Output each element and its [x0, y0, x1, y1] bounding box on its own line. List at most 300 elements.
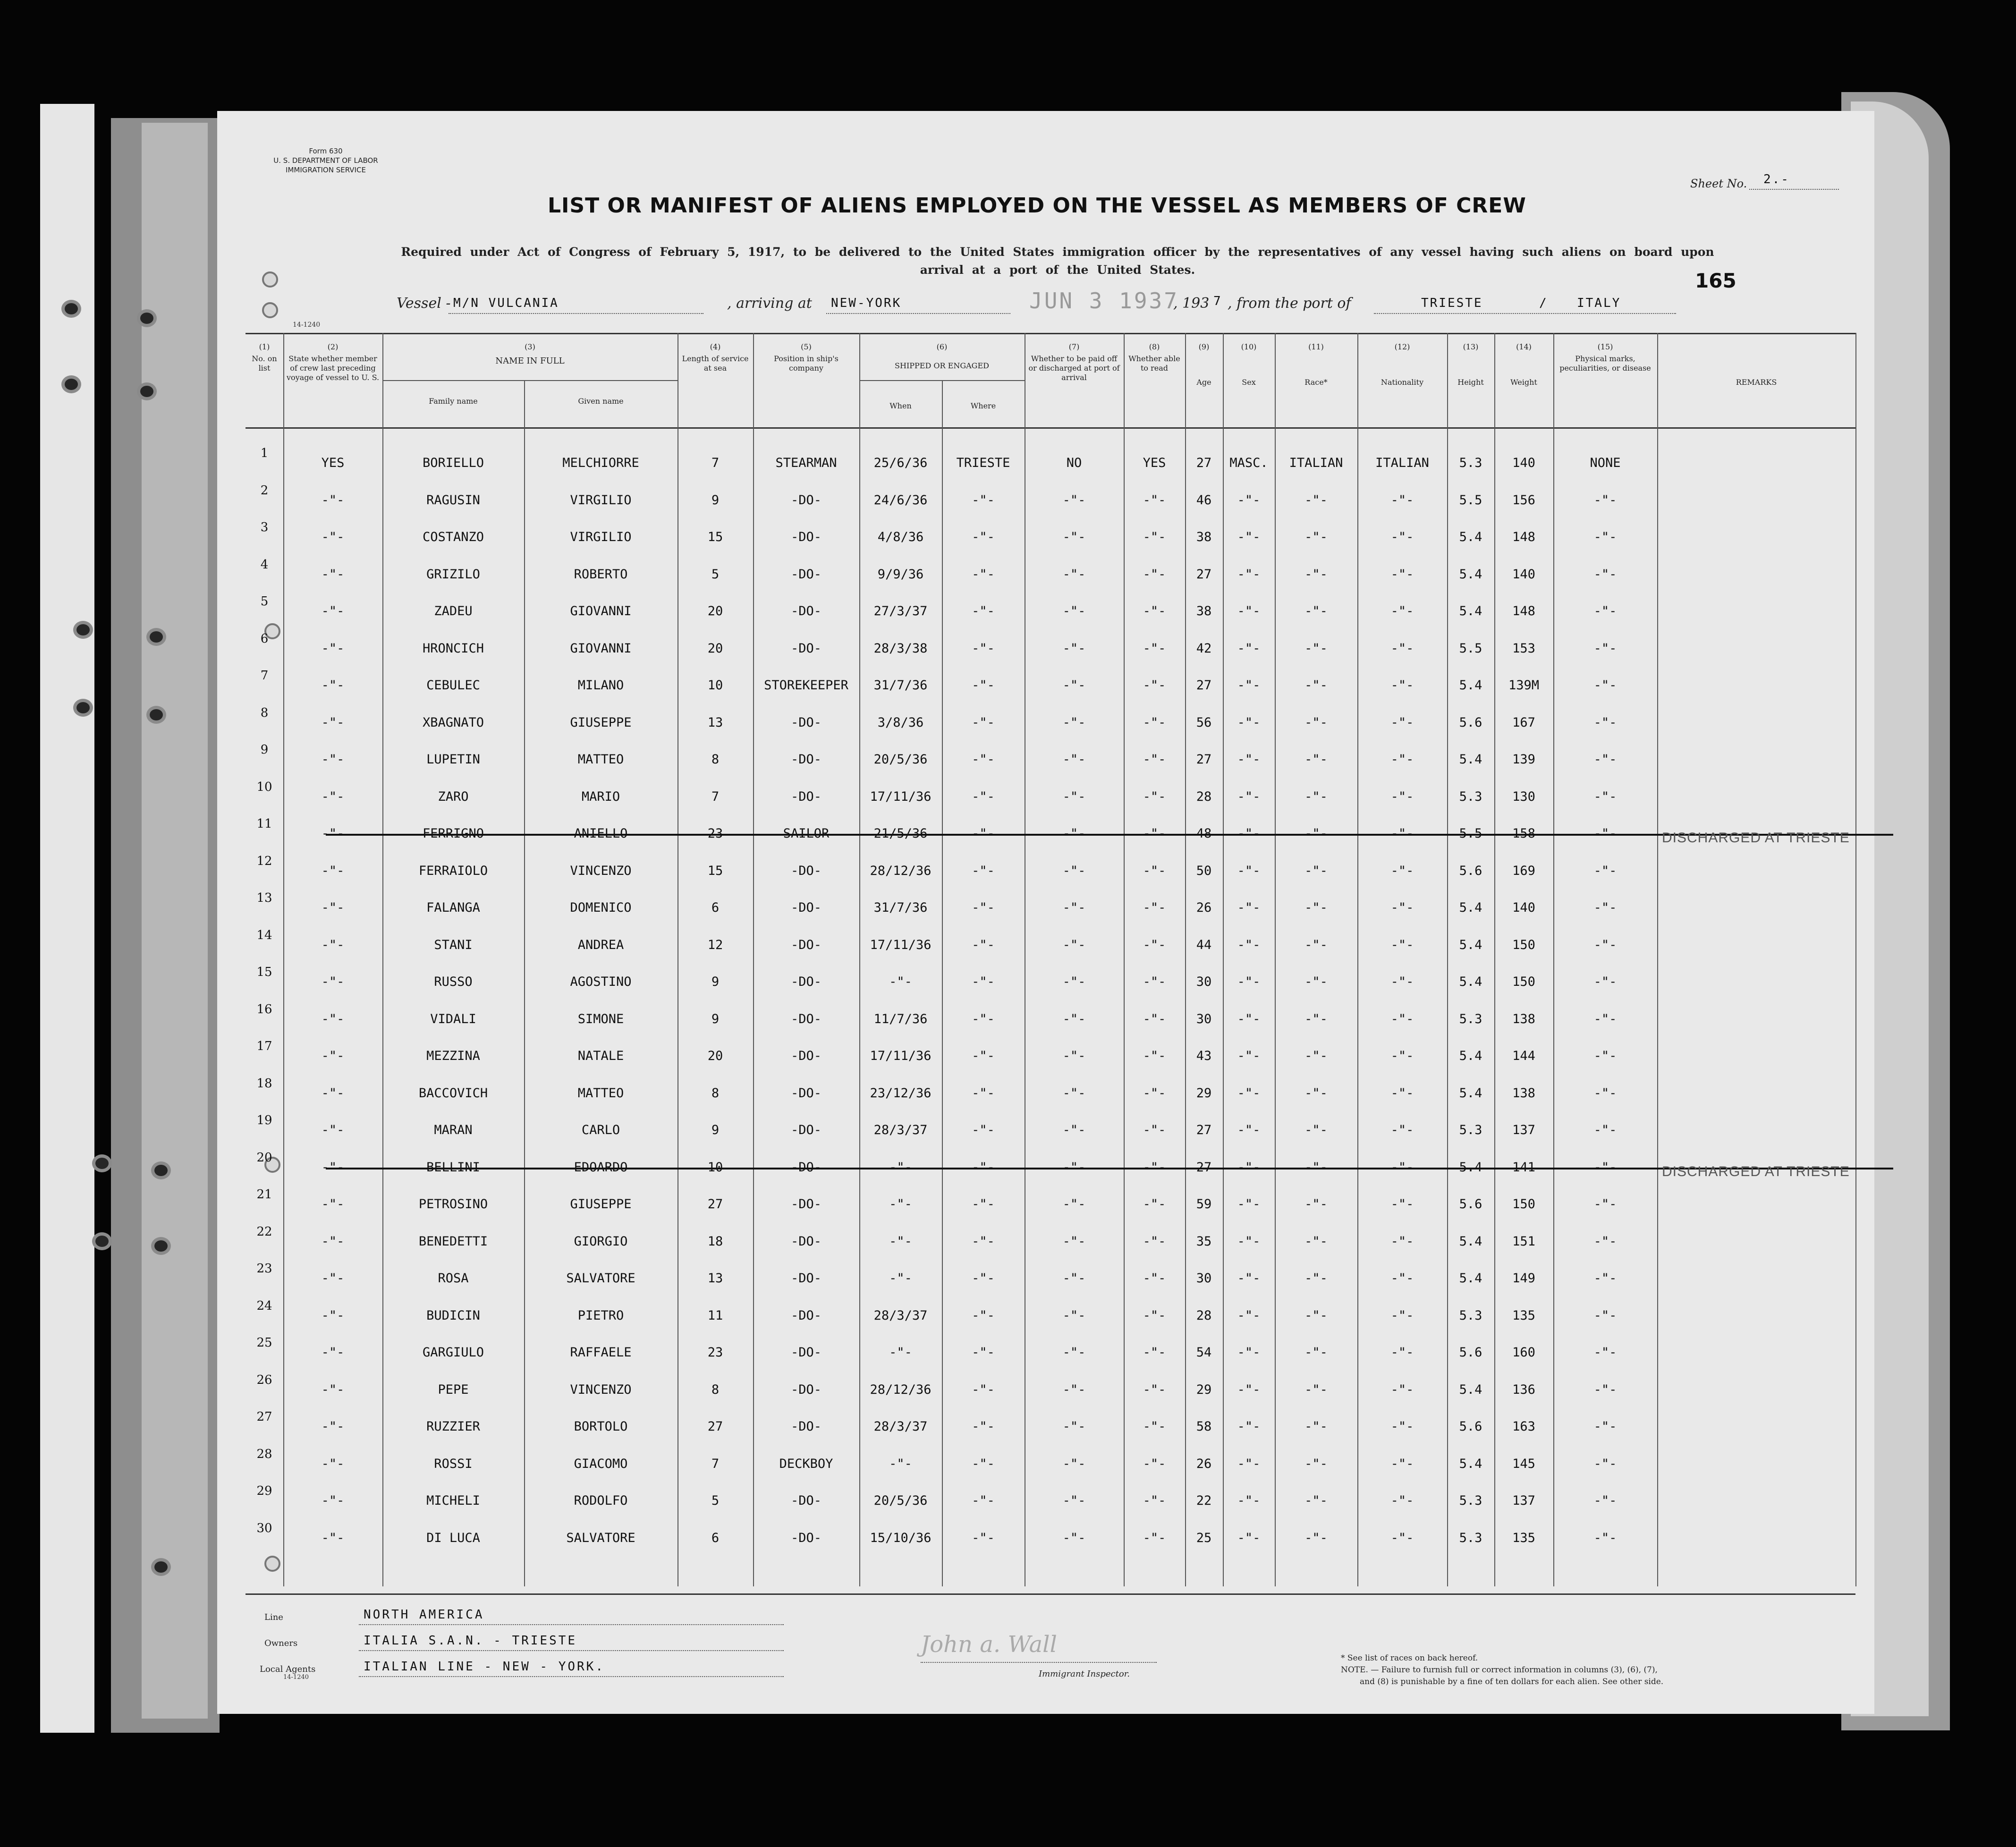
cell-race: -"-	[1304, 937, 1328, 952]
cell-position: -DO-	[790, 1197, 822, 1212]
cell-service: 15	[707, 530, 723, 544]
cell-when: 31/7/36	[873, 900, 928, 915]
punch-hole-icon	[262, 302, 278, 318]
col6b-header: Where	[970, 401, 996, 410]
cell-given: RODOLFO	[574, 1493, 628, 1508]
cell-race: -"-	[1304, 492, 1328, 508]
cell-service: 13	[707, 715, 723, 730]
cell-weight: 167	[1512, 715, 1535, 730]
cell-read: -"-	[1143, 678, 1166, 693]
vessel-name: M/N VULCANIA	[453, 296, 559, 310]
cell-weight: 153	[1512, 641, 1535, 656]
cell-when: 28/3/37	[873, 1308, 928, 1323]
cell-paid: -"-	[1062, 1011, 1086, 1026]
cell-service: 20	[707, 1049, 723, 1063]
cell-where: -"-	[972, 1456, 995, 1471]
cell-given: ANIELLO	[574, 826, 628, 841]
cell-when: 28/3/37	[873, 1123, 928, 1137]
cell-age: 25	[1196, 1530, 1212, 1545]
cell-when: 4/8/36	[877, 530, 924, 544]
cell-race: -"-	[1304, 752, 1328, 767]
cell-read: -"-	[1143, 1419, 1166, 1434]
col12-number: (12)	[1394, 342, 1410, 351]
cell-age: 59	[1196, 1197, 1212, 1212]
cell-marks: -"-	[1593, 567, 1617, 582]
cell-position: -DO-	[790, 1382, 822, 1397]
cell-paid: -"-	[1062, 1123, 1086, 1137]
cell-nat: -"-	[1390, 641, 1414, 656]
row-number: 11	[256, 817, 272, 831]
column-divider	[1855, 333, 1856, 1586]
inspector-label: Immigrant Inspector.	[1039, 1669, 1130, 1679]
year-value: 7	[1213, 294, 1222, 308]
cell-when: 9/9/36	[877, 567, 924, 582]
cell-paid: -"-	[1062, 1308, 1086, 1323]
row-number: 14	[256, 928, 272, 942]
cell-sex: -"-	[1237, 492, 1261, 508]
cell-paid: -"-	[1062, 789, 1086, 804]
cell-family: GRIZILO	[426, 567, 480, 582]
row-number: 28	[256, 1447, 272, 1461]
cell-family: GARGIULO	[422, 1345, 484, 1360]
cell-race: -"-	[1304, 1049, 1328, 1063]
cell-service: 23	[707, 826, 723, 841]
cell-sex: -"-	[1237, 1271, 1261, 1286]
cell-sex: -"-	[1237, 900, 1261, 915]
cell-paid: -"-	[1062, 1160, 1086, 1175]
from-label: , from the port of	[1228, 295, 1351, 312]
cell-height: 5.4	[1459, 1085, 1482, 1101]
col15-header: Physical marks, peculiarities, or disease	[1559, 354, 1651, 373]
cell-family: PEPE	[438, 1382, 469, 1397]
cell-family: BACCOVICH	[418, 1085, 488, 1101]
cell-read: -"-	[1143, 937, 1166, 952]
cell-weight: 137	[1512, 1493, 1535, 1508]
cell-when: 17/11/36	[870, 937, 932, 952]
cell-read: -"-	[1143, 567, 1166, 582]
binder-hole-icon	[92, 1154, 112, 1172]
cell-position: -DO-	[790, 1271, 822, 1286]
cell-height: 5.6	[1459, 863, 1482, 878]
cell-service: 10	[707, 678, 723, 693]
cell-weight: 144	[1512, 1049, 1535, 1063]
cell-read: -"-	[1143, 715, 1166, 730]
cell-family: MICHELI	[426, 1493, 480, 1508]
cell-where: -"-	[972, 1493, 995, 1508]
cell-when: 31/7/36	[873, 678, 928, 693]
arriving-port: NEW-YORK	[831, 296, 902, 310]
page-subtitle	[326, 243, 1789, 279]
line-value: NORTH AMERICA	[364, 1608, 484, 1622]
cell-position: -DO-	[790, 752, 822, 767]
cell-paid: -"-	[1062, 492, 1086, 508]
col14-header: Weight	[1510, 378, 1537, 387]
cell-read: -"-	[1143, 1234, 1166, 1249]
cell-read: -"-	[1143, 1049, 1166, 1063]
cell-sex: -"-	[1237, 641, 1261, 656]
col3-header: NAME IN FULL	[495, 356, 565, 366]
cell-nat: -"-	[1390, 1123, 1414, 1137]
cell-given: VIRGILIO	[570, 492, 632, 508]
cell-where: -"-	[972, 1419, 995, 1434]
cell-height: 5.5	[1459, 492, 1482, 508]
cell-prev: -"-	[321, 1197, 345, 1212]
service: IMMIGRATION SERVICE	[286, 166, 366, 174]
cell-service: 12	[707, 937, 723, 952]
cell-paid: -"-	[1062, 1419, 1086, 1434]
cell-read: -"-	[1143, 752, 1166, 767]
cell-where: -"-	[972, 715, 995, 730]
cell-given: SALVATORE	[566, 1271, 635, 1286]
cell-prev: -"-	[321, 1049, 345, 1063]
cell-given: ANDREA	[577, 937, 624, 952]
cell-service: 6	[711, 900, 720, 915]
cell-race: ITALIAN	[1289, 456, 1343, 470]
cell-given: EDOARDO	[574, 1160, 628, 1175]
cell-service: 20	[707, 604, 723, 618]
cell-marks: -"-	[1593, 1123, 1617, 1137]
binder-hole-icon	[61, 300, 81, 318]
cell-service: 13	[707, 1271, 723, 1286]
cell-prev: -"-	[321, 1530, 345, 1545]
cell-service: 6	[711, 1530, 720, 1545]
cell-age: 22	[1196, 1493, 1212, 1508]
cell-position: -DO-	[790, 937, 822, 952]
binder-hole-icon	[146, 706, 166, 724]
year-label: , 193	[1173, 295, 1210, 312]
cell-read: -"-	[1143, 826, 1166, 841]
cell-position: -DO-	[790, 530, 822, 544]
cell-paid: NO	[1066, 456, 1082, 470]
cell-nat: -"-	[1390, 937, 1414, 952]
cell-prev: -"-	[321, 752, 345, 767]
col10-header: Sex	[1242, 378, 1256, 387]
cell-paid: -"-	[1062, 1197, 1086, 1212]
cell-given: MARIO	[581, 789, 620, 804]
row-number: 29	[256, 1484, 272, 1498]
cell-where: -"-	[972, 567, 995, 582]
cell-marks: -"-	[1593, 1011, 1617, 1026]
cell-when: 20/5/36	[873, 1493, 928, 1508]
footer-stock-number: 14-1240	[283, 1674, 309, 1681]
cell-position: -DO-	[790, 1049, 822, 1063]
cell-given: VIRGILIO	[570, 530, 632, 544]
cell-service: 8	[711, 1382, 720, 1397]
cell-paid: -"-	[1062, 974, 1086, 989]
cell-marks: -"-	[1593, 974, 1617, 989]
cell-sex: -"-	[1237, 752, 1261, 767]
cell-marks: -"-	[1593, 937, 1617, 952]
cell-weight: 148	[1512, 604, 1535, 618]
cell-prev: -"-	[321, 1011, 345, 1026]
cell-paid: -"-	[1062, 900, 1086, 915]
row-number: 6	[260, 631, 269, 646]
cell-marks: -"-	[1593, 678, 1617, 693]
cell-weight: 138	[1512, 1085, 1535, 1101]
punch-hole-icon	[262, 271, 278, 288]
col12-header: Nationality	[1381, 378, 1424, 387]
cell-family: STANI	[434, 937, 473, 952]
cell-where: -"-	[972, 678, 995, 693]
cell-marks: -"-	[1593, 604, 1617, 618]
cell-race: -"-	[1304, 1271, 1328, 1286]
cell-position: SAILOR	[783, 826, 830, 841]
cell-nat: -"-	[1390, 530, 1414, 544]
cell-race: -"-	[1304, 715, 1328, 730]
cell-nat: -"-	[1390, 1308, 1414, 1323]
strike-through-line	[326, 834, 1893, 836]
cell-service: 7	[711, 789, 720, 804]
cell-prev: -"-	[321, 492, 345, 508]
cell-height: 5.3	[1459, 1308, 1482, 1323]
binder-hole-icon	[151, 1161, 171, 1179]
cell-weight: 150	[1512, 974, 1535, 989]
cell-prev: -"-	[321, 974, 345, 989]
cell-marks: NONE	[1590, 456, 1621, 470]
binder-hole-icon	[73, 621, 93, 639]
vessel-underline	[449, 313, 703, 314]
cell-where: -"-	[972, 1085, 995, 1101]
binder-hole-icon	[151, 1558, 171, 1576]
cell-paid: -"-	[1062, 937, 1086, 952]
cell-age: 30	[1196, 974, 1212, 989]
cell-paid: -"-	[1062, 678, 1086, 693]
cell-height: 5.4	[1459, 604, 1482, 618]
remark-text: DISCHARGED AT TRIESTE	[1662, 1163, 1850, 1179]
cell-nat: -"-	[1390, 789, 1414, 804]
col2-number: (2)	[327, 342, 339, 351]
cell-height: 5.3	[1459, 1011, 1482, 1026]
inspector-signature: John a. Wall	[921, 1631, 1057, 1658]
cell-position: -DO-	[790, 1530, 822, 1545]
department: U. S. DEPARTMENT OF LABOR	[273, 156, 378, 165]
row-number: 10	[256, 779, 272, 794]
cell-race: -"-	[1304, 1345, 1328, 1360]
cell-paid: -"-	[1062, 826, 1086, 841]
cell-age: 58	[1196, 1419, 1212, 1434]
cell-sex: -"-	[1237, 567, 1261, 582]
cell-given: AGOSTINO	[570, 974, 632, 989]
cell-service: 10	[707, 1160, 723, 1175]
row-number: 4	[260, 557, 269, 572]
cell-age: 28	[1196, 1308, 1212, 1323]
cell-family: DI LUCA	[426, 1530, 480, 1545]
cell-age: 27	[1196, 567, 1212, 582]
cell-height: 5.6	[1459, 1345, 1482, 1360]
cell-paid: -"-	[1062, 863, 1086, 878]
row-number: 8	[260, 705, 269, 720]
cell-age: 38	[1196, 530, 1212, 544]
cell-position: -DO-	[790, 900, 822, 915]
cell-position: DECKBOY	[779, 1456, 833, 1471]
cell-where: -"-	[972, 1530, 995, 1545]
cell-race: -"-	[1304, 1123, 1328, 1137]
cell-when: 23/12/36	[870, 1085, 932, 1101]
cell-sex: -"-	[1237, 678, 1261, 693]
row-number: 25	[256, 1336, 272, 1350]
agents-label: Local Agents	[260, 1664, 316, 1674]
cell-position: -DO-	[790, 641, 822, 656]
cell-marks: -"-	[1593, 1419, 1617, 1434]
cell-nat: -"-	[1390, 715, 1414, 730]
cell-weight: 149	[1512, 1271, 1535, 1286]
cell-nat: -"-	[1390, 1160, 1414, 1175]
binder-hole-icon	[146, 628, 166, 646]
cell-weight: 140	[1512, 456, 1535, 470]
cell-race: -"-	[1304, 1456, 1328, 1471]
binder-hole-icon	[61, 375, 81, 393]
name-subheader-line	[382, 380, 678, 381]
cell-read: -"-	[1143, 492, 1166, 508]
col13-header: Height	[1457, 378, 1484, 387]
cell-family: VIDALI	[430, 1011, 476, 1026]
cell-prev: -"-	[321, 1160, 345, 1175]
cell-age: 46	[1196, 492, 1212, 508]
cell-family: ROSSI	[434, 1456, 473, 1471]
cell-where: -"-	[972, 1011, 995, 1026]
cell-where: -"-	[972, 1160, 995, 1175]
cell-when: -"-	[889, 974, 912, 989]
sheet-underline	[1749, 189, 1839, 190]
cell-nat: -"-	[1390, 1382, 1414, 1397]
from-underline	[1374, 313, 1676, 314]
cell-family: ROSA	[438, 1271, 469, 1286]
agents-value: ITALIAN LINE - NEW - YORK.	[364, 1660, 605, 1674]
cell-paid: -"-	[1062, 1456, 1086, 1471]
col7-number: (7)	[1068, 342, 1080, 351]
cell-family: BENEDETTI	[418, 1234, 488, 1249]
col11-number: (11)	[1308, 342, 1324, 351]
cell-given: VINCENZO	[570, 1382, 632, 1397]
cell-weight: 156	[1512, 492, 1535, 508]
cell-prev: -"-	[321, 1493, 345, 1508]
cell-age: 38	[1196, 604, 1212, 618]
cell-age: 54	[1196, 1345, 1212, 1360]
cell-read: -"-	[1143, 974, 1166, 989]
cell-marks: -"-	[1593, 1234, 1617, 1249]
cell-given: GIORGIO	[574, 1234, 628, 1249]
cell-given: NATALE	[577, 1049, 624, 1063]
cell-prev: -"-	[321, 1308, 345, 1323]
cell-marks: -"-	[1593, 826, 1617, 841]
col2-header: State whether member of crew last preceding voyage of vessel to U. S.	[286, 354, 380, 382]
cell-service: 27	[707, 1197, 723, 1212]
strike-through-line	[326, 1168, 1893, 1169]
cell-height: 5.5	[1459, 641, 1482, 656]
cell-read: -"-	[1143, 1308, 1166, 1323]
cell-nat: -"-	[1390, 1049, 1414, 1063]
binder-edge	[40, 104, 94, 1733]
cell-age: 30	[1196, 1011, 1212, 1026]
cell-read: -"-	[1143, 1456, 1166, 1471]
cell-paid: -"-	[1062, 715, 1086, 730]
cell-weight: 169	[1512, 863, 1535, 878]
cell-height: 5.4	[1459, 1234, 1482, 1249]
binder-hole-icon	[137, 309, 157, 327]
col3a-header: Family name	[429, 397, 478, 406]
cell-marks: -"-	[1593, 1382, 1617, 1397]
cell-service: 7	[711, 456, 720, 470]
cell-race: -"-	[1304, 974, 1328, 989]
cell-nat: -"-	[1390, 604, 1414, 618]
cell-height: 5.4	[1459, 678, 1482, 693]
subtitle-line-1: Required under Act of Congress of February 5, 1917, to be delivered to the United States immigration officer by the representatives of any vessel having such aliens on board upon	[401, 245, 1714, 259]
cell-family: ZADEU	[434, 604, 473, 618]
cell-paid: -"-	[1062, 1530, 1086, 1545]
row-number: 12	[256, 854, 272, 868]
cell-paid: -"-	[1062, 1382, 1086, 1397]
row-number: 16	[256, 1002, 272, 1017]
cell-nat: -"-	[1390, 1456, 1414, 1471]
remarks-header: REMARKS	[1736, 378, 1777, 387]
cell-service: 20	[707, 641, 723, 656]
cell-height: 5.4	[1459, 567, 1482, 582]
cell-service: 11	[707, 1308, 723, 1323]
cell-race: -"-	[1304, 1234, 1328, 1249]
cell-height: 5.4	[1459, 1382, 1482, 1397]
cell-height: 5.4	[1459, 1456, 1482, 1471]
cell-position: -DO-	[790, 1123, 822, 1137]
cell-read: -"-	[1143, 1123, 1166, 1137]
cell-given: GIUSEPPE	[570, 1197, 632, 1212]
cell-position: -DO-	[790, 567, 822, 582]
owners-value: ITALIA S.A.N. - TRIESTE	[364, 1634, 577, 1648]
cell-where: -"-	[972, 937, 995, 952]
cell-sex: -"-	[1237, 1049, 1261, 1063]
cell-family: FERRIGNO	[422, 826, 484, 841]
col8-header: Whether able to read	[1128, 354, 1180, 373]
cell-when: 17/11/36	[870, 1049, 932, 1063]
cell-nat: -"-	[1390, 492, 1414, 508]
cell-family: MARAN	[434, 1123, 473, 1137]
cell-position: -DO-	[790, 1234, 822, 1249]
cell-race: -"-	[1304, 1160, 1328, 1175]
cell-weight: 137	[1512, 1123, 1535, 1137]
cell-weight: 150	[1512, 937, 1535, 952]
cell-where: -"-	[972, 530, 995, 544]
cell-given: SALVATORE	[566, 1530, 635, 1545]
form-stock-number: 14-1240	[293, 321, 321, 329]
row-number: 30	[256, 1521, 272, 1535]
cell-given: PIETRO	[577, 1308, 624, 1323]
remark-text: DISCHARGED AT TRIESTE	[1662, 830, 1850, 846]
cell-height: 5.4	[1459, 1049, 1482, 1063]
cell-height: 5.4	[1459, 900, 1482, 915]
cell-weight: 163	[1512, 1419, 1535, 1434]
cell-family: BUDICIN	[426, 1308, 480, 1323]
cell-when: -"-	[889, 1234, 912, 1249]
cell-paid: -"-	[1062, 604, 1086, 618]
cell-prev: -"-	[321, 530, 345, 544]
cell-where: -"-	[972, 789, 995, 804]
cell-where: -"-	[972, 604, 995, 618]
cell-position: -DO-	[790, 715, 822, 730]
table-top-border	[246, 333, 1855, 334]
cell-age: 27	[1196, 456, 1212, 470]
cell-marks: -"-	[1593, 1493, 1617, 1508]
cell-service: 15	[707, 863, 723, 878]
cell-height: 5.4	[1459, 974, 1482, 989]
cell-sex: -"-	[1237, 1123, 1261, 1137]
cell-service: 18	[707, 1234, 723, 1249]
cell-paid: -"-	[1062, 752, 1086, 767]
cell-given: SIMONE	[577, 1011, 624, 1026]
cell-nat: -"-	[1390, 974, 1414, 989]
cell-race: -"-	[1304, 1493, 1328, 1508]
cell-given: ROBERTO	[574, 567, 628, 582]
cell-position: -DO-	[790, 974, 822, 989]
cell-sex: -"-	[1237, 1197, 1261, 1212]
